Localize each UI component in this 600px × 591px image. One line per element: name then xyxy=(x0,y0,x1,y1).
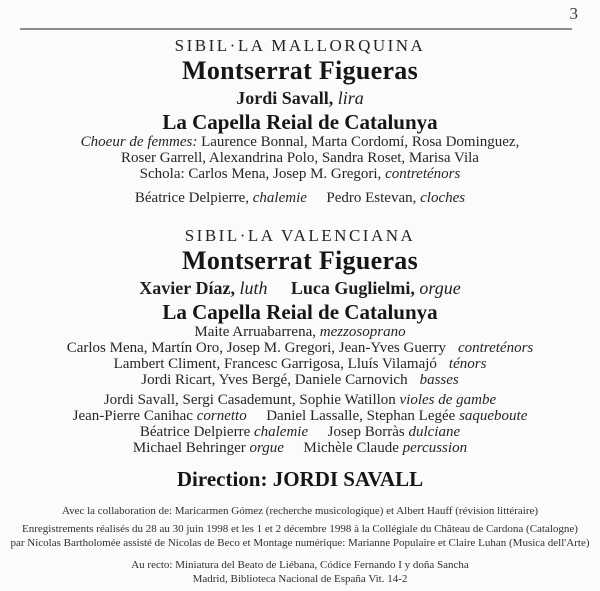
tenor-role: ténors xyxy=(448,356,487,372)
recording-credit xyxy=(0,522,600,550)
choir-names: Laurence Bonnal, Marta Cordomí, Rosa Dominguez, xyxy=(201,134,520,150)
footer-credits xyxy=(0,504,600,586)
cloches-pair xyxy=(326,190,465,206)
dulciane-pair xyxy=(328,424,460,440)
saqueboute-pair xyxy=(266,408,527,424)
performer-line-lira xyxy=(0,86,600,110)
section-title-valenciana: SIBIL·LA VALENCIANA xyxy=(184,226,416,245)
orgue-percussion-line xyxy=(0,440,600,456)
section-sibilla-valenciana xyxy=(0,226,600,492)
chalemie-dulciane-line xyxy=(0,424,600,440)
cover-credit xyxy=(0,558,600,586)
contratenors-line xyxy=(0,340,600,356)
percussion-instrument: percussion xyxy=(402,440,468,456)
saqueboute-instrument: saqueboute xyxy=(459,408,528,424)
luth-pair xyxy=(139,278,272,298)
dulciane-player: Josep Borràs xyxy=(327,424,405,440)
orgue-player: Michael Behringer xyxy=(132,440,246,456)
section-sibilla-mallorquina xyxy=(0,36,600,206)
violes-instrument: violes de gambe xyxy=(399,392,497,408)
orgue-instrument: orgue xyxy=(249,440,284,456)
orgue-pair xyxy=(291,278,461,298)
choir-line-1 xyxy=(0,134,600,150)
bass-role: basses xyxy=(419,372,459,388)
artist-name: Montserrat Figueras xyxy=(181,246,419,275)
violes-players: Jordi Savall, Sergi Casademunt, Sophie Watillon xyxy=(103,392,396,408)
ensemble-name: La Capella Reial de Catalunya xyxy=(162,300,438,324)
dulciane-instrument: dulciane xyxy=(408,424,461,440)
orgue-player: Luca Guglielmi, xyxy=(290,278,415,298)
header-rule xyxy=(20,28,572,30)
recording-credit-line-1: Enregistrements réalisés du 28 au 30 juin 1998 et les 1 et 2 décembre 1998 à la Collégiale du Château de Cardona (Catalogne) xyxy=(22,523,578,535)
tenor-names: Lambert Climent, Francesc Garrigosa, Lluís Vilamajó xyxy=(113,356,437,372)
section-title-mallorquina: SIBIL·LA MALLORQUINA xyxy=(174,36,426,55)
performer-line-luth-orgue xyxy=(0,276,600,300)
contratenor-names: Carlos Mena, Martín Oro, Josep M. Gregori, Jean-Yves Guerry xyxy=(66,340,446,356)
cover-credit-line-2: Madrid, Biblioteca Nacional de España Vit. 14-2 xyxy=(192,573,408,585)
cornetto-saqueboute-line xyxy=(0,408,600,424)
cloches-instrument: cloches xyxy=(420,190,466,206)
chalemie-pair xyxy=(140,424,312,440)
chalemie-instrument: chalemie xyxy=(252,190,307,206)
page-number: 3 xyxy=(569,4,578,23)
chalemie-player: Béatrice Delpierre, xyxy=(134,190,249,206)
recording-credit-line-2: par Nicolas Bartholomée assisté de Nicolas de Beco et Montage numérique: Marianne Populaire et Claire Luhan (Musica dell'Arte) xyxy=(10,537,590,549)
collaboration-credit: Avec la collaboration de: Maricarmen Gómez (recherche musicologique) et Albert Hauff (révision littéraire) xyxy=(61,505,539,517)
cornetto-player: Jean-Pierre Canihac xyxy=(72,408,193,424)
basses-line xyxy=(0,372,600,388)
luth-player: Xavier Díaz, xyxy=(139,278,235,298)
violes-line xyxy=(0,392,600,408)
cloches-player: Pedro Estevan, xyxy=(326,190,417,206)
choir-line-2: Roser Garrell, Alexandrina Polo, Sandra Roset, Marisa Vila xyxy=(121,150,479,166)
contratenor-role: contreténors xyxy=(457,340,534,356)
percussion-player: Michèle Claude xyxy=(303,440,399,456)
saqueboute-players: Daniel Lassalle, Stephan Legée xyxy=(266,408,456,424)
direction-credit: Direction: JORDI SAVALL xyxy=(176,467,424,491)
performer-instrument: lira xyxy=(337,88,364,108)
bass-names: Jordi Ricart, Yves Bergé, Daniele Carnovich xyxy=(141,372,408,388)
schola-role: contreténors xyxy=(385,166,461,182)
chalemie-pair xyxy=(135,190,311,206)
orgue-instrument: orgue xyxy=(419,278,461,298)
chalemie-player: Béatrice Delpierre xyxy=(139,424,251,440)
cover-credit-line-1: Au recto: Miniatura del Beato de Liébana, Códice Fernando I y doña Sancha xyxy=(131,559,469,571)
soloists-line xyxy=(0,190,600,206)
schola-names: Schola: Carlos Mena, Josep M. Gregori, xyxy=(139,166,382,182)
chalemie-instrument: chalemie xyxy=(253,424,309,440)
choir-label: Choeur de femmes: xyxy=(80,134,198,150)
artist-name: Montserrat Figueras xyxy=(181,56,419,85)
performer-name: Jordi Savall, xyxy=(236,88,334,108)
ensemble-name: La Capella Reial de Catalunya xyxy=(162,110,438,134)
tenors-line xyxy=(0,356,600,372)
orgue-pair xyxy=(133,440,288,456)
cornetto-instrument: cornetto xyxy=(196,408,247,424)
mezzo-name: Maite Arruabarrena, xyxy=(194,324,316,340)
mezzo-role: mezzosoprano xyxy=(319,324,406,340)
cornetto-pair xyxy=(73,408,251,424)
schola-line xyxy=(0,166,600,182)
mezzo-line xyxy=(0,324,600,340)
percussion-pair xyxy=(303,440,467,456)
luth-instrument: luth xyxy=(239,278,268,298)
instrumentalists-block xyxy=(0,392,600,456)
